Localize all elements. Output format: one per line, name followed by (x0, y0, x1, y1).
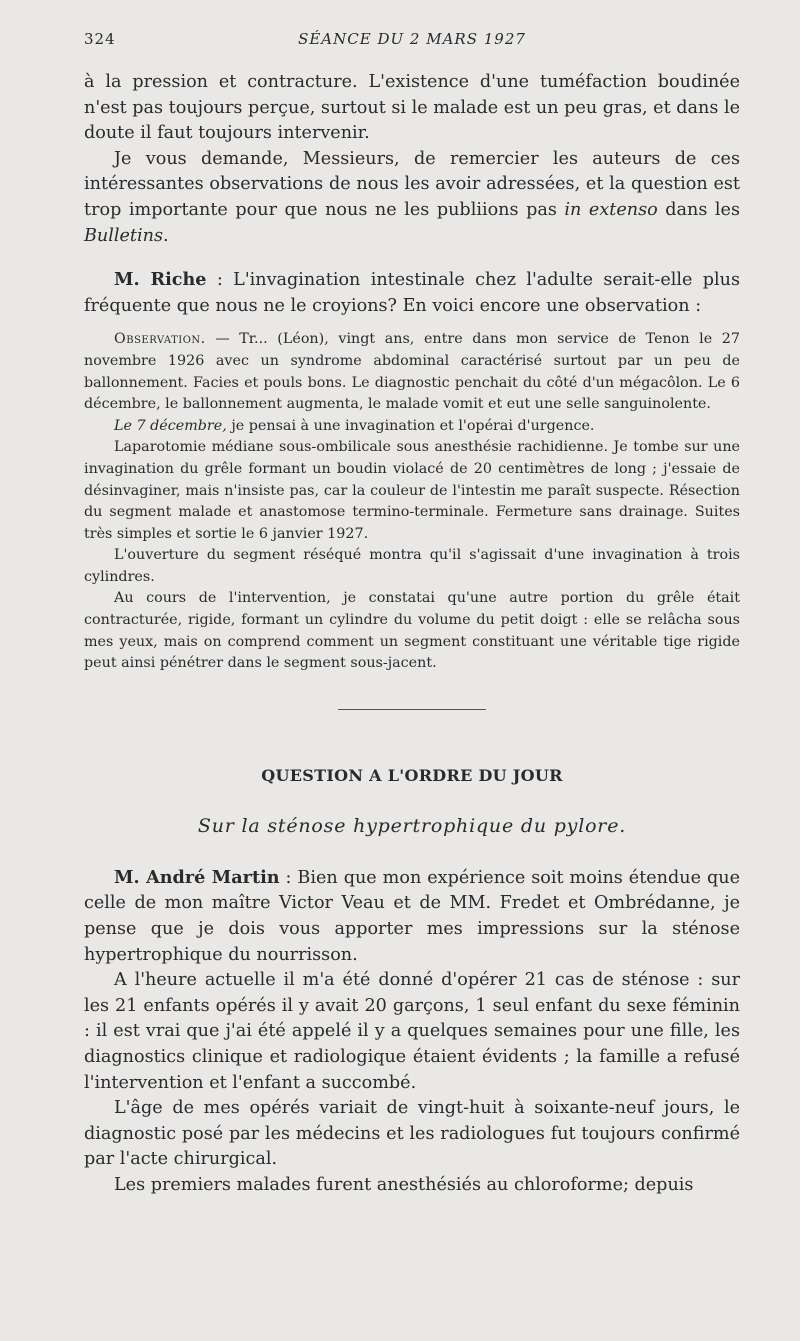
running-title: SÉANCE DU 2 MARS 1927 (298, 30, 526, 48)
page-number: 324 (84, 30, 116, 48)
observation-text-2: je pensai à une invagination et l'opérai d'urgence. (226, 417, 595, 434)
paragraph-riche (84, 267, 740, 319)
paragraph-thanks-mid: dans les (657, 199, 740, 220)
observation-paragraph-4: L'ouverture du segment réséqué montra qu'il s'agissait d'une invagination à trois cylindres. (84, 547, 740, 585)
observation-date-italic: Le 7 décembre, (114, 417, 227, 434)
paragraph-age: L'âge de mes opérés variait de vingt-huit à soixante-neuf jours, le diagnostic posé par les médecins et les radiologues fut toujours confirmé par l'acte chirurgical. (84, 1098, 740, 1170)
speaker-riche: M. Riche (114, 269, 207, 291)
paragraph-thanks-end: . (162, 225, 169, 246)
speaker-martin: M. André Martin (114, 866, 280, 888)
observation-paragraph-2 (84, 416, 740, 438)
paragraph-thanks-text: Je vous demande, Messieurs, de remercier les auteurs de ces intéressantes observations de nous les avoir adressées, et la question est trop importante pour que nous ne les publiions pas (84, 148, 740, 220)
observation-paragraph-3: Laparotomie médiane sous-ombilicale sous anesthésie rachidienne. Je tombe sur une invagination du grêle formant un boudin violacé de 20 centimètres de long ; j'essaie de désinvaginer, mais n'insiste pas, car la couleur de l'intestin me paraît suspecte. Résection du segment malade et anastomose termino-terminale. Fermeture sans drainage. Suites très simples et sortie le 6 janvier 1927. (84, 439, 740, 542)
paragraph-riche-text: : L'invagination intestinale chez l'adulte serait-elle plus fréquente que nous ne le croyions? En voici encore une observation : (84, 270, 740, 316)
paragraph-thanks (84, 147, 740, 249)
observation-paragraph (84, 329, 740, 415)
paragraph-cases: A l'heure actuelle il m'a été donné d'opérer 21 cas de sténose : sur les 21 enfants opérés il y avait 20 garçons, 1 seul enfant du sexe féminin : il est vrai que j'ai été appelé il y a quelques semaines pour une fille, les diagnostics clinique et radiologique étaient évidents ; la famille a refusé l'intervention et l'enfant a succombé. (84, 970, 740, 1093)
in-extenso-italic: in extenso (564, 199, 658, 220)
section-subtitle: Sur la sténose hypertrophique du pylore. (197, 814, 627, 837)
paragraph-anesthesia: Les premiers malades furent anesthésiés au chloroforme; depuis (114, 1174, 694, 1195)
observation-paragraph-5: Au cours de l'intervention, je constatai qu'une autre portion du grêle était contracturée, rigide, formant un cylindre du volume du petit doigt : elle se relâcha sous mes yeux, mais on comprend comment un segment constituant une véritable tige rigide peut ainsi pénétrer dans le segment sous-jacent. (84, 590, 740, 672)
page-content (84, 70, 740, 1199)
paragraph-martin (84, 865, 740, 968)
observation-text: — Tr... (Léon), vingt ans, entre dans mon service de Tenon le 27 novembre 1926 avec un syndrome abdominal caractérisé surtout par un peu de ballonnement. Facies et pouls bons. Le diagnostic penchait du côté d'un mégacôlon. Le 6 décembre, le ballonnement augmenta, le malade vomit et eut une selle sanguinolente. (84, 331, 740, 413)
bulletins-italic: Bulletins (84, 225, 163, 246)
page-header (84, 30, 740, 54)
section-heading: QUESTION A L'ORDRE DU JOUR (261, 765, 563, 785)
observation-label: Observation. (114, 331, 206, 348)
paragraph-martin-text: : Bien que mon expérience soit moins étendue que celle de mon maître Victor Veau et de MM. Fredet et Ombrédanne, je pense que je dois vous apporter mes impressions sur la sténose hypertrophique du nourrisson. (84, 867, 740, 965)
paragraph-continuation: à la pression et contracture. L'existence d'une tuméfaction boudinée n'est pas toujours perçue, surtout si le malade est un peu gras, et dans le doute il faut toujours intervenir. (84, 72, 740, 144)
